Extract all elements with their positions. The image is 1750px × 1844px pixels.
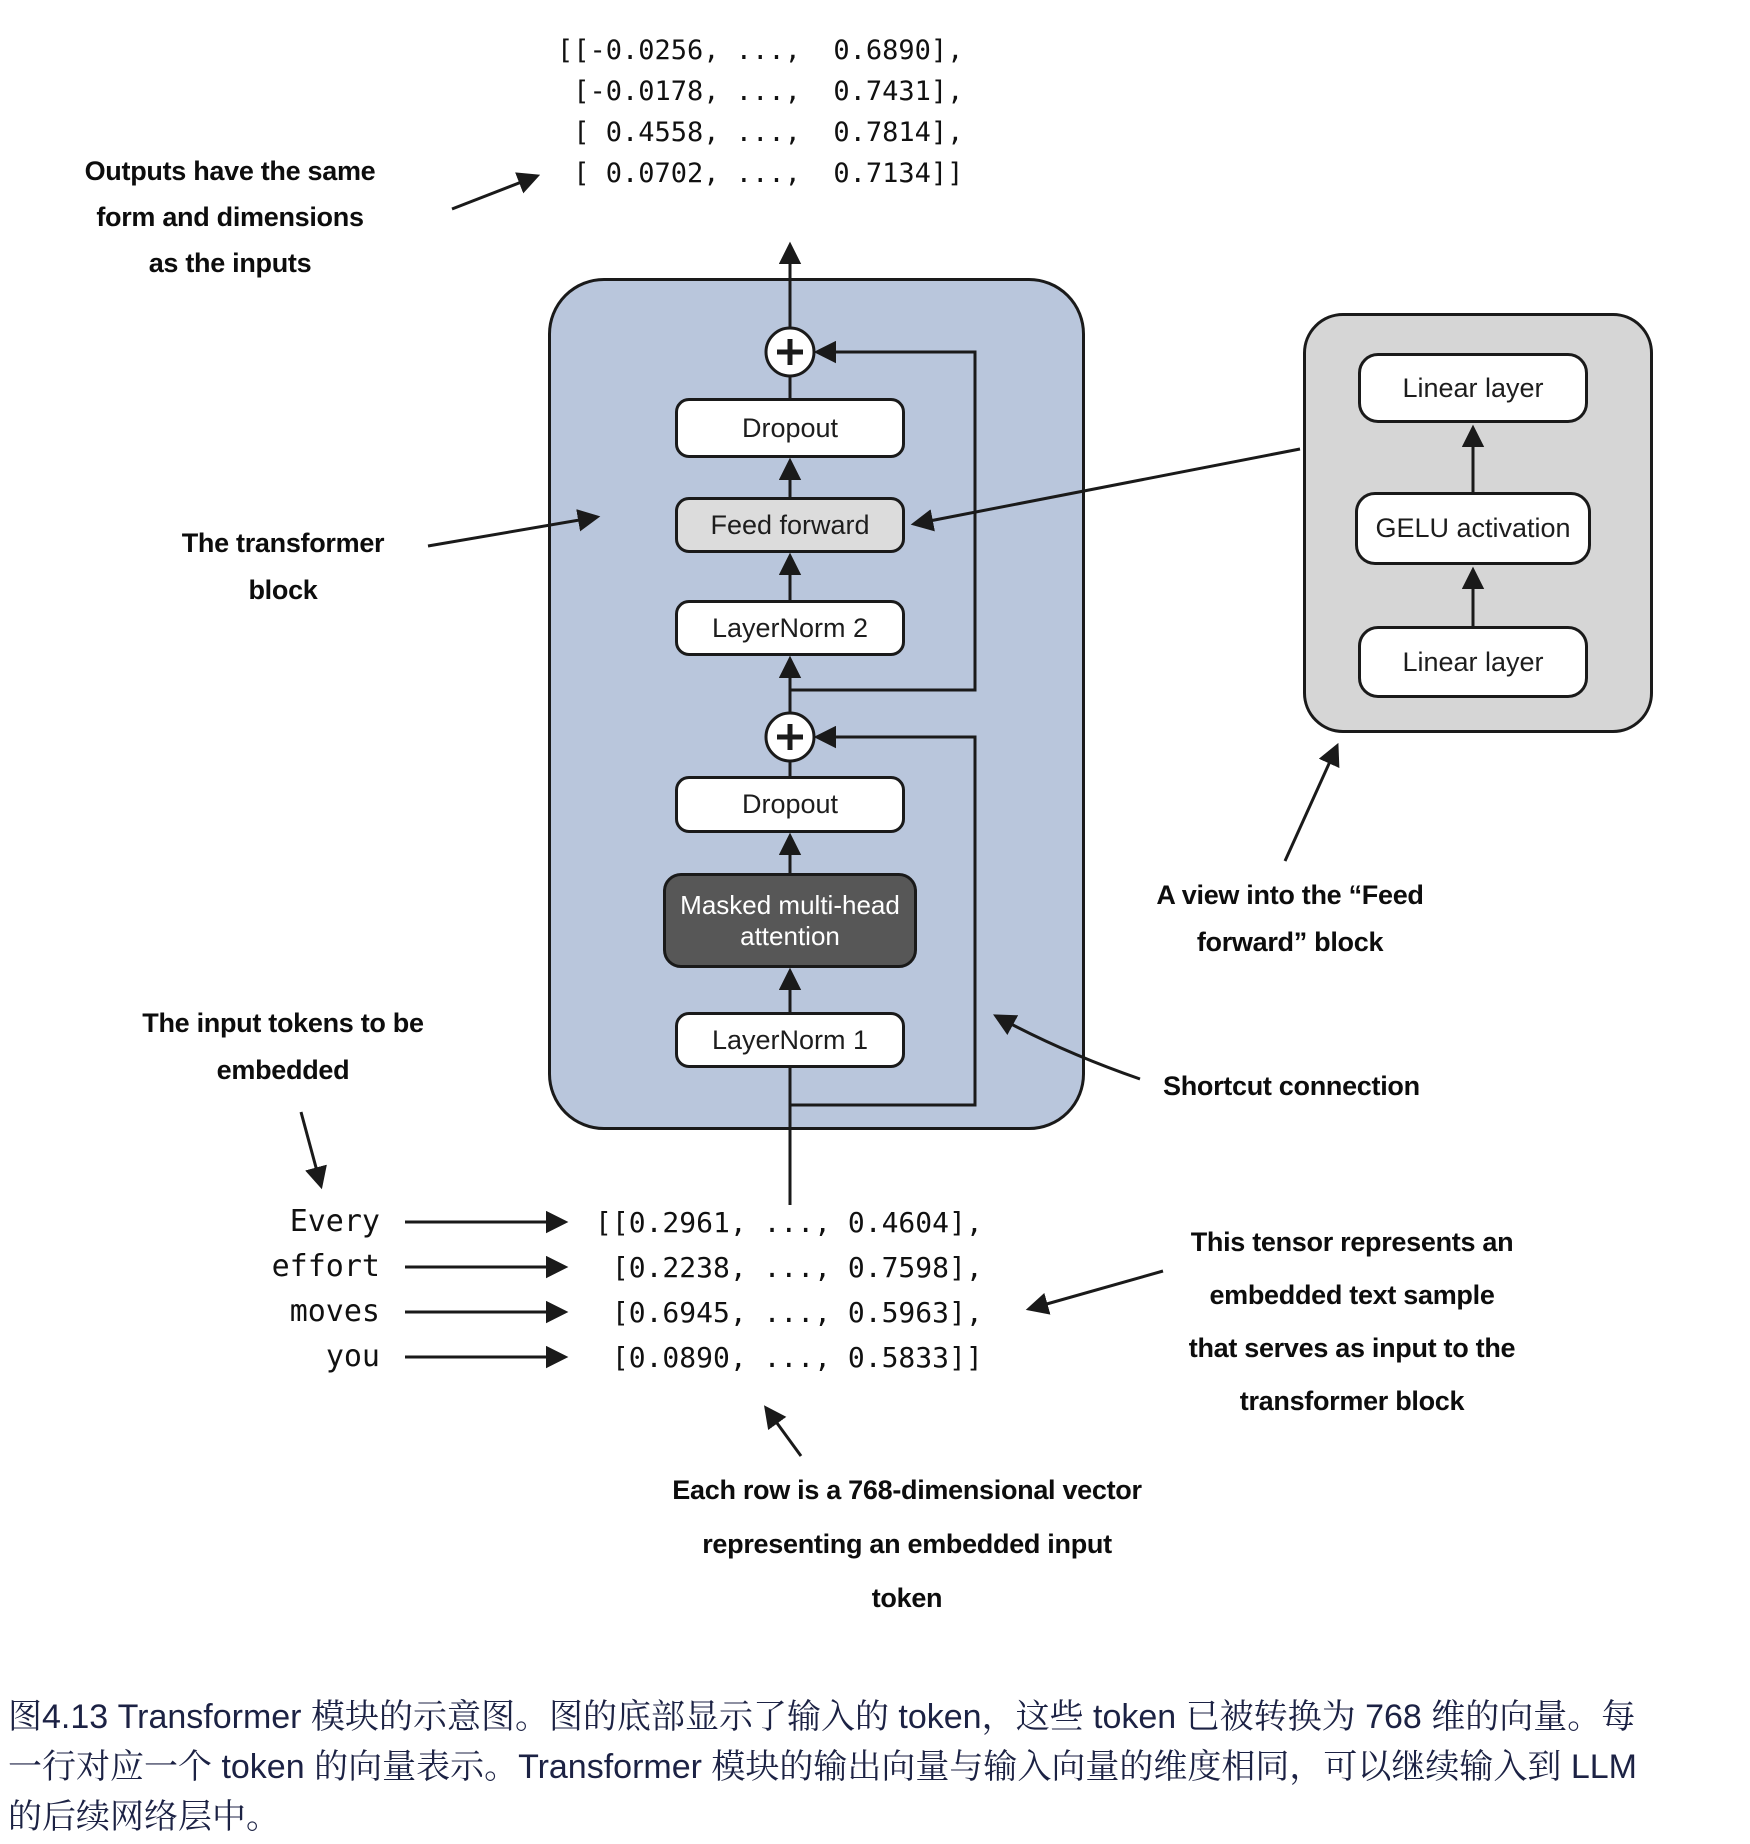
linear-layer-label: Linear layer [1402,646,1544,677]
feed-forward-block [675,497,905,553]
ffview-note-arrow [1285,746,1337,861]
mha-label-line2: attention [740,920,840,951]
transformer-note-arrow [428,517,597,546]
shortcut-note-arrow [996,1016,1140,1079]
dropout-label: Dropout [741,789,839,819]
mha-label-line1: Masked multi-head [680,889,900,920]
row-note-arrow [766,1408,801,1456]
tensor-note-line: embedded text sample [1209,1280,1495,1310]
row-note-line: token [871,1583,943,1613]
input-tensor-text [595,1200,983,1380]
layernorm2-block [675,600,905,656]
masked-mha-block [663,873,917,968]
input-tensor-row: [0.6945, ..., 0.5963], [595,1296,983,1329]
row-note-line: representing an embedded input [702,1529,1112,1559]
output-tensor-text [557,30,963,194]
dropout-block-lower [675,776,905,833]
gelu-label: GELU activation [1375,513,1571,543]
linear-layer-top-block [1358,353,1588,423]
outputs-note-arrow [452,176,537,209]
input-tensor-row: [[0.2961, ..., 0.4604], [595,1206,983,1239]
input-tokens-list [80,1199,380,1379]
outputs-note-line: Outputs have the same [84,156,376,186]
ff-detail-connector-arrow [914,449,1300,524]
ffview-note-line: A view into the “Feed [1156,880,1424,910]
shortcut-note-line: Shortcut connection [1163,1071,1420,1101]
input-tokens-note-arrow [301,1112,321,1186]
input-tensor-row: [0.0890, ..., 0.5833]] [595,1341,983,1374]
linear-layer-bottom-block [1358,626,1588,698]
tensor-note-line: transformer block [1239,1386,1465,1416]
token-effort: effort [271,1249,380,1284]
transformer-note-line: The transformer [181,528,385,558]
output-tensor-row: [ 0.0702, ..., 0.7134]] [557,158,964,189]
transformer-note-line: block [248,575,318,605]
tensor-note-line: that serves as input to the [1188,1333,1516,1363]
add-icon [766,713,814,761]
output-tensor-row: [[-0.0256, ..., 0.6890], [557,35,964,66]
token-every: Every [289,1204,380,1239]
tensor-note-line: This tensor represents an [1190,1227,1514,1257]
tensor-note [1107,1216,1597,1428]
dropout-block-upper [675,398,905,458]
caption-line: 图4.13 Transformer 模块的示意图。图的底部显示了输入的 token，这些 token 已被转换为 768 维的向量。每 [8,1698,1636,1736]
output-tensor-row: [-0.0178, ..., 0.7431], [557,76,964,107]
input-tokens-note-line: embedded [216,1055,350,1085]
feed-forward-label: Feed forward [710,509,870,540]
outputs-note-line: form and dimensions [96,202,364,232]
figure-caption [8,1692,1748,1842]
outputs-note [30,148,430,286]
ffview-note-line: forward” block [1196,927,1384,957]
layernorm1-label: LayerNorm 1 [711,1024,869,1055]
outputs-note-line: as the inputs [148,248,312,278]
caption-line: 一行对应一个 token 的向量表示。Transformer 模块的输出向量与输入向量的维度相同，可以继续输入到 LLM [8,1748,1637,1786]
token-you: you [325,1339,380,1374]
feed-forward-view-note [1080,872,1500,966]
layernorm2-label: LayerNorm 2 [711,612,869,643]
input-tokens-note-line: The input tokens to be [142,1008,424,1038]
transformer-block-note [133,520,433,614]
row-note-line: Each row is a 768-dimensional vector [672,1475,1142,1505]
input-tokens-note [83,1000,483,1094]
input-tensor-row: [0.2238, ..., 0.7598], [595,1251,983,1284]
layernorm1-block [675,1012,905,1068]
linear-layer-label: Linear layer [1402,372,1544,403]
shortcut-connection-note [1163,1063,1583,1109]
add-icon [766,328,814,376]
token-moves: moves [289,1294,380,1329]
caption-line: 的后续网络层中。 [8,1798,280,1836]
output-tensor-row: [ 0.4558, ..., 0.7814], [557,117,964,148]
row-dimension-note [607,1463,1207,1625]
gelu-activation-block [1355,492,1591,565]
dropout-label: Dropout [741,412,839,443]
